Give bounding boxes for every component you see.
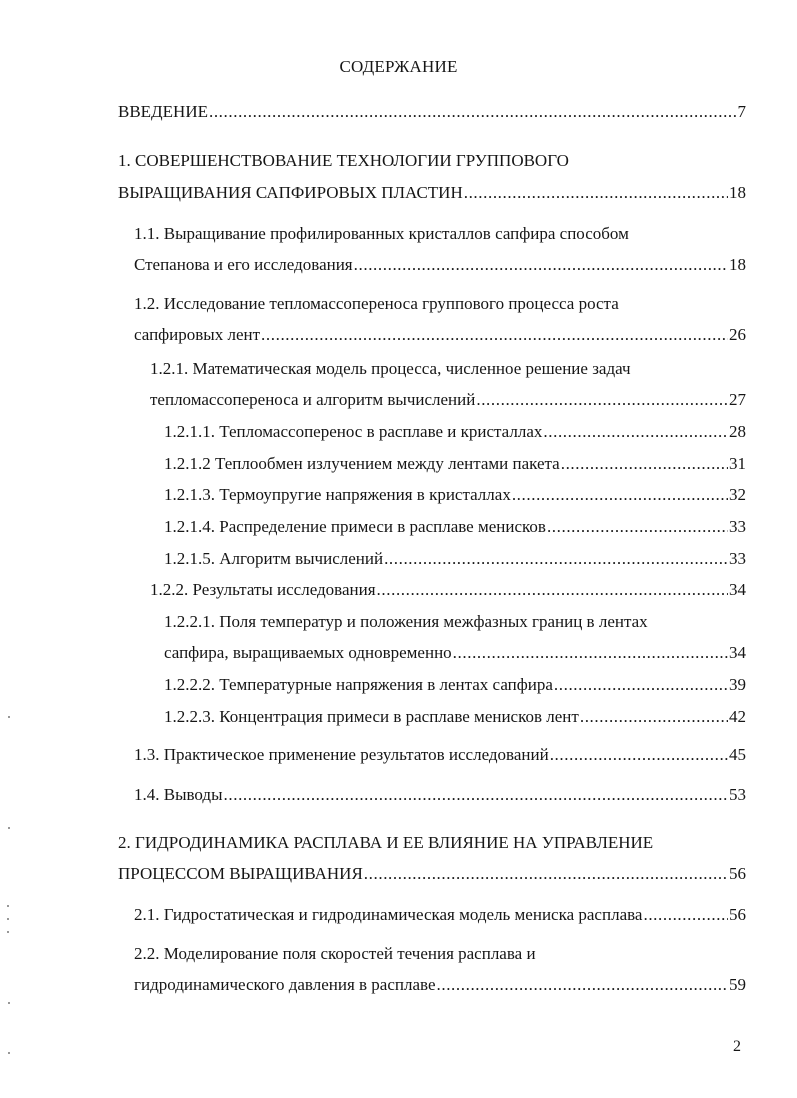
dot-leader [261, 322, 728, 348]
scan-speck [8, 827, 10, 829]
toc-entry-1-2-1-line-1[interactable] [150, 356, 631, 382]
dot-leader [554, 672, 728, 698]
toc-entry-text: 1.2.1.4. Распределение примеси в расплаве менисков [164, 517, 546, 536]
dot-leader [580, 704, 728, 730]
dot-leader [209, 99, 737, 125]
dot-leader [561, 451, 728, 477]
toc-entry-text: тепломассопереноса и алгоритм вычислений [150, 390, 476, 409]
toc-entry-1-2-1-5[interactable] [164, 546, 746, 572]
toc-entry-text: Степанова и его исследования [134, 255, 353, 274]
toc-entry-1-1-line-1[interactable] [134, 221, 629, 247]
toc-entry-chapter-1[interactable] [118, 180, 746, 206]
toc-entry-page: 32 [729, 485, 746, 504]
dot-leader [512, 482, 728, 508]
toc-entry-text: 1.2.1.1. Тепломассоперенос в расплаве и кристаллах [164, 422, 543, 441]
toc-entry-page: 31 [729, 454, 746, 473]
toc-entry-page: 18 [729, 183, 746, 202]
toc-entry-text: сапфира, выращиваемых одновременно [164, 643, 452, 662]
toc-entry-text: 1.2.1.2 Теплообмен излучением между лентами пакета [164, 454, 560, 473]
toc-entry-1-2-1[interactable] [150, 387, 746, 413]
toc-entry-chapter-2[interactable] [118, 861, 746, 887]
toc-entry-text: 1.2.1.3. Термоупругие напряжения в кристаллах [164, 485, 511, 504]
toc-entry-page: 56 [729, 864, 746, 883]
dot-leader [543, 419, 728, 445]
toc-entry-text: сапфировых лент [134, 325, 261, 344]
scan-speck [8, 716, 10, 718]
toc-entry-1-2-1-3[interactable] [164, 482, 746, 508]
toc-entry-page: 33 [729, 549, 746, 568]
toc-entry-introduction[interactable] [118, 99, 746, 125]
toc-entry-text: 1.2.1.5. Алгоритм вычислений [164, 549, 384, 568]
toc-entry-text: 1.2. Исследование тепломассопереноса группового процесса роста [134, 294, 619, 313]
dot-leader [476, 387, 728, 413]
toc-entry-chapter-2-line-1[interactable] [118, 830, 653, 856]
page-title: СОДЕРЖАНИЕ [339, 57, 458, 76]
toc-entry-text: 1.2.1. Математическая модель процесса, численное решение задач [150, 359, 631, 378]
toc-entry-2-2-line-1[interactable] [134, 941, 536, 967]
toc-entry-page: 7 [737, 102, 746, 121]
toc-entry-text: 1. СОВЕРШЕНСТВОВАНИЕ ТЕХНОЛОГИИ ГРУППОВОГО [118, 151, 569, 170]
toc-entry-page: 45 [729, 745, 746, 764]
dot-leader [437, 972, 729, 998]
toc-entry-text: 2. ГИДРОДИНАМИКА РАСПЛАВА И ЕЕ ВЛИЯНИЕ НА УПРАВЛЕНИЕ [118, 833, 654, 852]
toc-entry-page: 39 [729, 675, 746, 694]
toc-entry-page: 56 [729, 905, 746, 924]
toc-entry-text: 1.2.2. Результаты исследования [150, 580, 376, 599]
toc-entry-page: 28 [729, 422, 746, 441]
toc-entry-page: 34 [729, 580, 746, 599]
page-number: 2 [733, 1038, 741, 1055]
scan-speck [7, 918, 9, 920]
toc-entry-1-1[interactable] [134, 252, 746, 278]
toc-entry-1-3[interactable] [134, 742, 746, 768]
toc-entry-1-2-line-1[interactable] [134, 291, 619, 317]
toc-entry-page: 34 [729, 643, 746, 662]
toc-entry-1-2-2-1-line-1[interactable] [164, 609, 648, 635]
toc-entry-1-2-2-2[interactable] [164, 672, 746, 698]
toc-entry-page: 59 [729, 975, 746, 994]
toc-entry-1-2[interactable] [134, 322, 746, 348]
toc-entry-page: 42 [729, 707, 746, 726]
toc-entry-1-2-2[interactable] [150, 577, 746, 603]
toc-entry-page: 53 [729, 785, 746, 804]
toc-entry-text: ПРОЦЕССОМ ВЫРАЩИВАНИЯ [118, 864, 363, 883]
dot-leader [364, 861, 728, 887]
dot-leader [550, 742, 728, 768]
toc-entry-page: 27 [729, 390, 746, 409]
toc-entry-1-2-1-4[interactable] [164, 514, 746, 540]
dot-leader [643, 902, 728, 928]
dot-leader [224, 782, 728, 808]
scan-speck [7, 905, 9, 907]
scan-speck [8, 1002, 10, 1004]
scan-speck [8, 1052, 10, 1054]
toc-entry-page: 33 [729, 517, 746, 536]
toc-entry-page: 18 [729, 255, 746, 274]
toc-entry-text: 1.4. Выводы [134, 785, 223, 804]
scan-speck [7, 931, 9, 933]
toc-entry-1-2-1-1[interactable] [164, 419, 746, 445]
toc-entry-text: 1.2.2.1. Поля температур и положения межфазных границ в лентах [164, 612, 648, 631]
toc-entry-2-2[interactable] [134, 972, 746, 998]
toc-entry-text: 1.1. Выращивание профилированных кристаллов сапфира способом [134, 224, 629, 243]
toc-entry-text: 1.3. Практическое применение результатов исследований [134, 745, 549, 764]
toc-entry-1-4[interactable] [134, 782, 746, 808]
toc-entry-text: 1.2.2.2. Температурные напряжения в лентах сапфира [164, 675, 553, 694]
dot-leader [354, 252, 728, 278]
toc-entry-text: 2.1. Гидростатическая и гидродинамическая модель мениска расплава [134, 905, 643, 924]
toc-entry-1-2-2-1[interactable] [164, 640, 746, 666]
toc-entry-text: ВВЕДЕНИЕ [118, 102, 208, 121]
toc-entry-2-1[interactable] [134, 902, 746, 928]
toc-entry-text: гидродинамического давления в расплаве [134, 975, 436, 994]
toc-entry-text: 1.2.2.3. Концентрация примеси в расплаве менисков лент [164, 707, 579, 726]
toc-entry-chapter-1-line-1[interactable] [118, 148, 569, 174]
dot-leader [547, 514, 728, 540]
toc-entry-1-2-2-3[interactable] [164, 704, 746, 730]
toc-entry-1-2-1-2[interactable] [164, 451, 746, 477]
dot-leader [377, 577, 728, 603]
dot-leader [464, 180, 728, 206]
toc-entry-text: ВЫРАЩИВАНИЯ САПФИРОВЫХ ПЛАСТИН [118, 183, 463, 202]
toc-entry-page: 26 [729, 325, 746, 344]
dot-leader [384, 546, 728, 572]
toc-entry-text: 2.2. Моделирование поля скоростей течения расплава и [134, 944, 536, 963]
dot-leader [453, 640, 728, 666]
